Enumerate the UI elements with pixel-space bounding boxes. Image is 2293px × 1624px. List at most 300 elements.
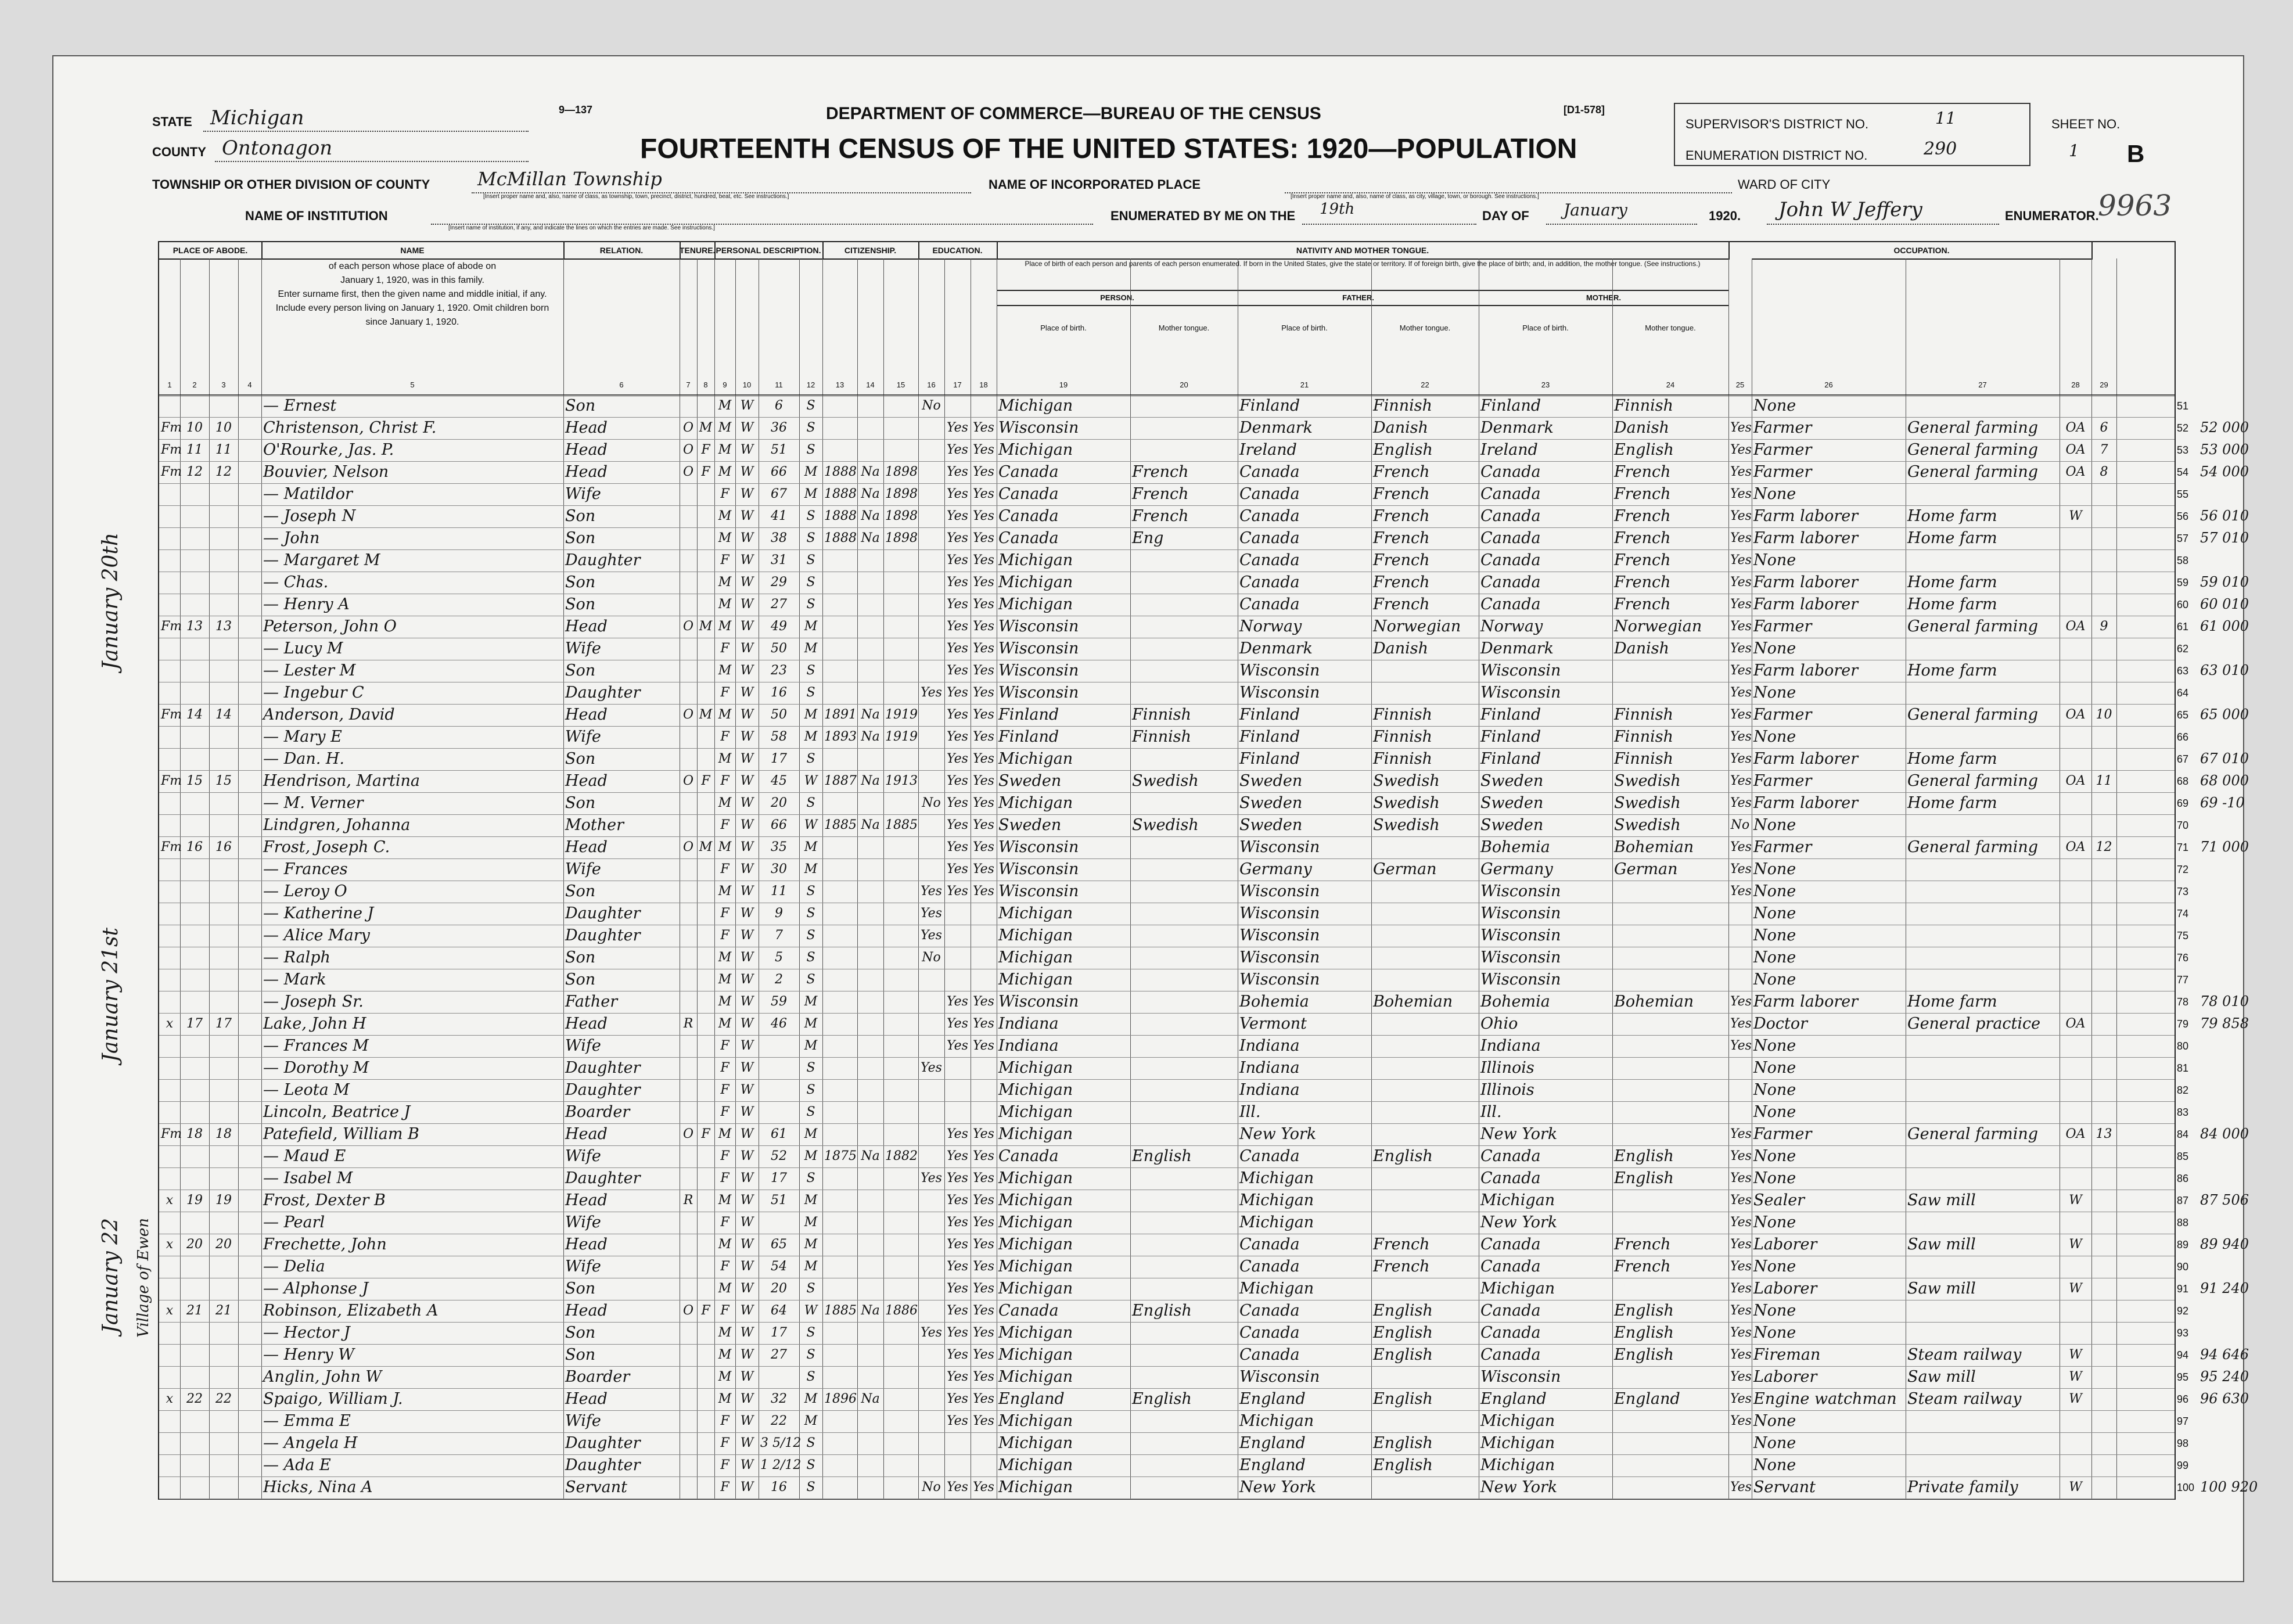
cell-mmt <box>1614 1190 1727 1212</box>
cell-nat <box>859 1057 882 1079</box>
cell-mort <box>699 947 713 969</box>
cell-fam <box>211 726 236 748</box>
cell-fpob: Canada <box>1239 573 1300 591</box>
cell-rel: Son <box>565 1280 596 1298</box>
cell-fpob: Canada <box>1239 595 1300 613</box>
cell-write: Yes <box>973 796 994 810</box>
cell-code <box>2093 881 2115 903</box>
cell-emp <box>2061 1057 2090 1079</box>
cell-rel: Daughter <box>565 1081 641 1099</box>
cell-mt <box>1132 792 1236 814</box>
cell-sex: M <box>718 1127 732 1141</box>
cell-fmt <box>1373 1410 1477 1432</box>
cell-age <box>760 1366 797 1388</box>
cell-rel: Son <box>565 662 596 680</box>
cell-sch <box>920 770 943 792</box>
cell-race: W <box>740 1392 754 1406</box>
cell-sch: Yes <box>921 1325 942 1340</box>
cell-st <box>161 991 178 1013</box>
cell-mmt: German <box>1614 860 1678 878</box>
cell-eng: Yes <box>1730 1303 1752 1318</box>
cell-imm: 1891 <box>824 707 857 722</box>
cell-read: Yes <box>947 1171 968 1185</box>
cell-pob: Michigan <box>998 1324 1073 1342</box>
cell-read: Yes <box>947 774 968 788</box>
cell-mpob: Canada <box>1480 551 1541 569</box>
month-value: January <box>1564 200 1627 220</box>
cell-sex: F <box>720 685 729 700</box>
cell-fmt <box>1373 947 1477 969</box>
cell-rel: Daughter <box>565 1456 641 1474</box>
cell-occ: Laborer <box>1753 1368 1817 1386</box>
cell-house <box>182 1101 207 1123</box>
cell-fmt: Finnish <box>1373 728 1433 746</box>
cell-pob: Michigan <box>998 1081 1073 1099</box>
cell-pob: Wisconsin <box>998 617 1079 635</box>
cell-imm <box>824 969 856 991</box>
column-number: 11 <box>775 380 783 389</box>
line-number: 53 <box>2177 444 2189 456</box>
cell-write: Yes <box>973 487 994 501</box>
right-margin-code: 60 010 <box>2200 596 2249 612</box>
cell-code <box>2093 549 2115 572</box>
cell-mar: S <box>806 1083 815 1097</box>
cell-house: 20 <box>186 1237 203 1252</box>
cell-mar: S <box>806 398 815 413</box>
enumerated-day: 19th <box>1320 200 1355 218</box>
cell-fpob: Wisconsin <box>1239 904 1320 922</box>
cell-mmt: French <box>1614 529 1671 547</box>
cell-sch <box>920 814 943 836</box>
cell-natyr <box>885 682 917 704</box>
cell-mt <box>1132 1256 1236 1278</box>
cell-occ: Farmer <box>1753 441 1812 459</box>
cell-sch <box>920 1035 943 1057</box>
cell-rel: Daughter <box>565 1059 641 1077</box>
cell-write: Yes <box>973 1392 994 1406</box>
cell-fmt <box>1373 836 1477 858</box>
cell-mpob: Michigan <box>1480 1434 1555 1452</box>
cell-own <box>681 682 695 704</box>
cell-occ: Laborer <box>1753 1280 1817 1298</box>
cell-age: 64 <box>771 1303 787 1318</box>
cell-sch: No <box>922 796 941 810</box>
cell-mpob: Ireland <box>1480 441 1538 459</box>
cell-age: 35 <box>771 840 787 854</box>
column-divider <box>883 258 884 394</box>
cell-own <box>681 572 695 594</box>
cell-mort: M <box>699 840 713 854</box>
cell-mar: S <box>806 1105 815 1119</box>
census-title: FOURTEENTH CENSUS OF THE UNITED STATES: 1920—POPULATION <box>640 134 1577 164</box>
cell-imm <box>824 1013 856 1035</box>
cell-name: — Ada E <box>263 1456 331 1474</box>
cell-emp <box>2061 814 2090 836</box>
cell-race: W <box>740 575 754 590</box>
line-number: 92 <box>2177 1305 2189 1317</box>
cell-sch <box>920 1190 943 1212</box>
cell-fmt <box>1373 1101 1477 1123</box>
cell-age: 11 <box>771 884 787 899</box>
line-number: 56 <box>2177 511 2189 522</box>
place-label: NAME OF INCORPORATED PLACE <box>989 177 1201 192</box>
cell-pob: Canada <box>998 529 1059 547</box>
cell-read: Yes <box>947 1348 968 1362</box>
column-number: 29 <box>2100 380 2108 389</box>
cell-read <box>946 947 969 969</box>
cell-mt <box>1132 748 1236 770</box>
cell-write: Yes <box>973 531 994 545</box>
line-number: 52 <box>2177 422 2189 434</box>
cell-mort <box>699 1234 713 1256</box>
cell-natyr <box>885 1123 917 1145</box>
cell-race: W <box>740 994 754 1009</box>
institution-label: NAME OF INSTITUTION <box>245 209 388 223</box>
cell-sex: F <box>720 862 729 876</box>
cell-age: 31 <box>771 553 787 567</box>
cell-write: Yes <box>973 641 994 656</box>
cell-sex: M <box>718 1325 732 1340</box>
cell-fpob: Canada <box>1239 485 1300 503</box>
cell-fpob: England <box>1239 1434 1306 1452</box>
cell-rel: Wife <box>565 485 601 503</box>
cell-st <box>161 527 178 549</box>
cell-sex: F <box>720 818 729 832</box>
table-row <box>159 1013 2175 1036</box>
cell-write <box>972 1101 995 1123</box>
cell-mpob: Michigan <box>1480 1191 1555 1209</box>
cell-ind <box>1907 1256 2058 1278</box>
cell-sch <box>920 1212 943 1234</box>
cell-fmt: English <box>1373 1390 1433 1408</box>
cell-fpob: Canada <box>1239 529 1300 547</box>
cell-fam: 20 <box>215 1237 232 1252</box>
cell-st: Fm <box>161 1127 182 1141</box>
cell-mmt: French <box>1614 463 1671 481</box>
cell-pob: Wisconsin <box>998 639 1079 657</box>
cell-st <box>161 1454 178 1476</box>
cell-rel: Daughter <box>565 1169 641 1187</box>
column-number: 1 <box>167 380 172 389</box>
cell-emp <box>2061 1079 2090 1101</box>
cell-ind: General farming <box>1907 419 2039 437</box>
cell-write: Yes <box>973 1149 994 1163</box>
cell-nat: Na <box>861 818 880 832</box>
cell-fpob: Michigan <box>1239 1191 1314 1209</box>
cell-nat <box>859 881 882 903</box>
subhead-place-of-birth: Place of birth. <box>1522 324 1569 332</box>
cell-sch <box>920 439 943 461</box>
cell-race: W <box>740 752 754 766</box>
cell-pob: Michigan <box>998 750 1073 768</box>
state-value: Michigan <box>210 106 304 130</box>
cell-mmt: Bohemian <box>1614 993 1694 1011</box>
cell-own: O <box>682 421 694 435</box>
cell-mmt <box>1614 1212 1727 1234</box>
cell-ind <box>1907 1079 2058 1101</box>
line-number: 81 <box>2177 1062 2189 1074</box>
cell-ind <box>1907 1454 2058 1476</box>
cell-rel: Son <box>565 1346 596 1364</box>
cell-own <box>681 1454 695 1476</box>
cell-occ: Farm laborer <box>1753 794 1859 812</box>
cell-house: 15 <box>186 774 203 788</box>
cell-occ: None <box>1753 1257 1796 1276</box>
cell-code <box>2093 1101 2115 1123</box>
census-sheet <box>52 55 2258 1582</box>
cell-nat <box>859 748 882 770</box>
cell-pob: Michigan <box>998 971 1073 989</box>
cell-ind <box>1907 1101 2058 1123</box>
cell-mort <box>699 1212 713 1234</box>
cell-sch <box>920 505 943 527</box>
table-row <box>159 461 2175 484</box>
line-number: 59 <box>2177 577 2189 588</box>
cell-st: Fm <box>161 443 182 457</box>
cell-own: O <box>682 707 694 722</box>
cell-nat: Na <box>861 730 880 744</box>
cell-emp <box>2061 925 2090 947</box>
cell-rel: Son <box>565 397 596 415</box>
cell-occ: Farmer <box>1753 706 1812 724</box>
cell-code <box>2093 1057 2115 1079</box>
cell-pob: Finland <box>998 706 1059 724</box>
cell-mmt <box>1614 660 1727 682</box>
county-label: COUNTY <box>152 145 206 159</box>
cell-house <box>182 549 207 572</box>
cell-rel: Son <box>565 750 596 768</box>
cell-emp <box>2061 969 2090 991</box>
cell-write: Yes <box>973 752 994 766</box>
supervisor-label: SUPERVISOR'S DISTRICT NO. <box>1685 117 1869 131</box>
cell-name: — Maud E <box>263 1147 346 1165</box>
cell-mar: S <box>806 1480 815 1494</box>
cell-ind <box>1907 925 2058 947</box>
sheet-letter: B <box>2127 140 2145 167</box>
cell-house: 18 <box>186 1127 203 1141</box>
cell-pob: Wisconsin <box>998 662 1079 680</box>
cell-rel: Father <box>565 993 618 1011</box>
cell-write: Yes <box>973 1414 994 1428</box>
cell-age: 67 <box>771 487 787 501</box>
cell-mpob: Michigan <box>1480 1280 1555 1298</box>
cell-code <box>2093 947 2115 969</box>
column-divider <box>714 258 715 394</box>
cell-house <box>182 858 207 881</box>
cell-house <box>182 1057 207 1079</box>
cell-rel: Son <box>565 507 596 525</box>
cell-mar: W <box>804 774 818 788</box>
cell-sch <box>920 1344 943 1366</box>
cell-fam <box>211 572 236 594</box>
cell-pob: England <box>998 1390 1065 1408</box>
township-label: TOWNSHIP OR OTHER DIVISION OF COUNTY <box>152 177 430 192</box>
cell-pob: Michigan <box>998 1280 1073 1298</box>
name-instruction-line4: Include every person living on January 1, 1920. Omit children born since January 1, 1920. <box>275 303 549 327</box>
cell-imm <box>824 1123 856 1145</box>
cell-imm <box>824 1079 856 1101</box>
cell-nat <box>859 969 882 991</box>
cell-occ: Farmer <box>1753 617 1812 635</box>
table-row <box>159 1454 2175 1477</box>
cell-mort <box>699 1410 713 1432</box>
cell-write: Yes <box>973 421 994 435</box>
cell-code <box>2093 748 2115 770</box>
cell-eng: Yes <box>1730 730 1752 744</box>
cell-name: — Lucy M <box>263 639 343 657</box>
cell-mar: S <box>806 928 815 943</box>
cell-write: Yes <box>973 1325 994 1340</box>
cell-fmt <box>1373 969 1477 991</box>
cell-own <box>681 1432 695 1454</box>
cell-sch <box>920 858 943 881</box>
cell-name: — Mary E <box>263 728 342 746</box>
table-row <box>159 814 2175 837</box>
table-row <box>159 748 2175 771</box>
cell-pob: Sweden <box>998 816 1062 834</box>
subhead-mother-tongue: Mother tongue. <box>1158 324 1210 332</box>
cell-house <box>182 925 207 947</box>
cell-rel: Wife <box>565 1412 601 1430</box>
cell-fpob: Indiana <box>1239 1059 1300 1077</box>
right-margin-code: 87 506 <box>2200 1192 2249 1208</box>
cell-mmt <box>1614 1366 1727 1388</box>
cell-imm <box>824 925 856 947</box>
cell-pob: Canada <box>998 1302 1059 1320</box>
cell-read: Yes <box>947 1480 968 1494</box>
cell-rel: Head <box>565 838 608 856</box>
cell-sex: F <box>720 1458 729 1472</box>
cell-mar: S <box>806 685 815 700</box>
cell-emp <box>2061 991 2090 1013</box>
cell-sch: Yes <box>921 685 942 700</box>
cell-nat <box>859 925 882 947</box>
cell-eng: Yes <box>1730 685 1752 700</box>
cell-sex: F <box>720 1039 729 1053</box>
cell-mt: English <box>1132 1147 1192 1165</box>
cell-age <box>760 1101 797 1123</box>
cell-fmt: French <box>1373 1257 1430 1276</box>
cell-code: 10 <box>2096 707 2112 722</box>
cell-race: W <box>740 1303 754 1318</box>
cell-sch <box>920 660 943 682</box>
cell-fmt <box>1373 1057 1477 1079</box>
cell-age: 46 <box>771 1016 787 1031</box>
name-instruction-line1: of each person whose place of abode on <box>328 261 497 271</box>
cell-mpob: Indiana <box>1480 1037 1541 1055</box>
cell-occ: Laborer <box>1753 1235 1817 1253</box>
cell-mpob: Canada <box>1480 1302 1541 1320</box>
cell-ind <box>1907 814 2058 836</box>
cell-natyr <box>885 660 917 682</box>
cell-name: — Joseph Sr. <box>263 993 364 1011</box>
cell-sch <box>920 417 943 439</box>
cell-mmt: English <box>1614 1169 1674 1187</box>
cell-natyr <box>885 947 917 969</box>
table-row <box>159 770 2175 793</box>
stamp-number: 9963 <box>2098 189 2172 222</box>
cell-nat: Na <box>861 509 880 523</box>
cell-sex: M <box>718 1281 732 1296</box>
cell-race: W <box>740 1083 754 1097</box>
cell-name: Frechette, John <box>263 1235 387 1253</box>
cell-mpob: Canada <box>1480 1235 1541 1253</box>
cell-mmt: Finnish <box>1614 750 1674 768</box>
cell-mar: M <box>804 641 818 656</box>
cell-mar: M <box>804 994 818 1009</box>
cell-pob: Michigan <box>998 1213 1073 1231</box>
table-row <box>159 947 2175 969</box>
cell-occ: None <box>1753 551 1796 569</box>
cell-eng: Yes <box>1730 1259 1752 1274</box>
cell-age: 38 <box>771 531 787 545</box>
cell-age: 9 <box>775 906 783 921</box>
cell-read: Yes <box>947 619 968 634</box>
cell-race: W <box>740 531 754 545</box>
cell-mpob: New York <box>1480 1478 1558 1496</box>
cell-fmt: German <box>1373 860 1437 878</box>
cell-eng: Yes <box>1730 487 1752 501</box>
cell-write: Yes <box>973 1127 994 1141</box>
cell-fam <box>211 748 236 770</box>
cell-ind: General farming <box>1907 706 2039 724</box>
cell-read: Yes <box>947 1127 968 1141</box>
cell-rel: Head <box>565 1390 608 1408</box>
cell-fam <box>211 925 236 947</box>
cell-nat <box>859 1410 882 1432</box>
cell-pob: Indiana <box>998 1037 1059 1055</box>
cell-rel: Daughter <box>565 684 641 702</box>
table-row <box>159 417 2175 440</box>
cell-mort <box>699 748 713 770</box>
cell-natyr: 1919 <box>885 707 918 722</box>
cell-nat <box>859 1123 882 1145</box>
cell-nat: Na <box>861 487 880 501</box>
cell-mort: F <box>701 465 710 479</box>
cell-fam <box>211 638 236 660</box>
cell-mt: Swedish <box>1132 816 1199 834</box>
cell-imm <box>824 1035 856 1057</box>
cell-rel: Son <box>565 1324 596 1342</box>
cell-pob: Michigan <box>998 1456 1073 1474</box>
cell-code <box>2093 505 2115 527</box>
cell-mort <box>699 594 713 616</box>
cell-natyr <box>885 836 917 858</box>
cell-fam: 14 <box>215 707 232 722</box>
form-number: 9—137 <box>559 104 593 116</box>
line-number: 70 <box>2177 820 2189 831</box>
cell-fam <box>211 1145 236 1167</box>
cell-eng <box>1730 947 1750 969</box>
cell-name: Lindgren, Johanna <box>263 816 411 834</box>
cell-name: — Ralph <box>263 948 330 967</box>
cell-occ: Farm laborer <box>1753 662 1859 680</box>
cell-emp: OA <box>2065 774 2086 788</box>
cell-write: Yes <box>973 1171 994 1185</box>
cell-read: Yes <box>947 553 968 567</box>
column-group-7: EDUCATION. <box>918 242 998 260</box>
cell-name: — Joseph N <box>263 507 356 525</box>
cell-imm <box>824 439 856 461</box>
cell-occ: Farmer <box>1753 838 1812 856</box>
cell-mort <box>699 792 713 814</box>
cell-emp <box>2061 947 2090 969</box>
cell-rel: Wife <box>565 1037 601 1055</box>
cell-st <box>161 1366 178 1388</box>
cell-natyr <box>885 903 917 925</box>
cell-st <box>161 1278 178 1300</box>
cell-house <box>182 881 207 903</box>
